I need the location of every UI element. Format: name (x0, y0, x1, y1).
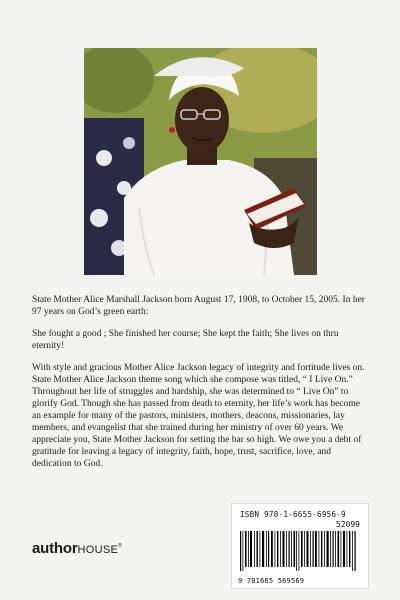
publisher-logo-author: author (32, 540, 78, 557)
publisher-logo-house: HOUSE (77, 544, 119, 556)
author-portrait-image (84, 48, 317, 275)
author-photo (84, 48, 317, 275)
back-cover-text (32, 294, 371, 480)
legacy-paragraph: With style and gracious Mother Alice Jackson legacy of integrity and fortitude lives on. State Mother Alice Jackson theme song which she compose was titled, “ I Live On.” Throughout her life of struggles and hardship, she was determined to “ Live On” to glorify God. Though she has passed from death to eternity, her life’s work has become an example for many of the pastors, ministers, mothers, deacons, missionaries, lay members, and evangelist that she trained during her ministry of over 60 years. We appreciate you, State Mother Jackson for setting the bar so high. We owe you a debt of gratitude for leaving a legacy of integrity, faith, hope, trust, sacrifice, love, and dedication to God. (32, 363, 365, 469)
publisher-logo (32, 540, 122, 557)
tribute-paragraph: She fought a good ; She finished her course; She kept the faith; She lives on thru eternity! (32, 329, 339, 351)
publisher-logo-mark: ® (118, 543, 122, 549)
isbn-label: ISBN 978-1-6655-6956-9 (240, 510, 346, 519)
barcode-bars (238, 521, 362, 573)
price-code: 52099 (335, 520, 360, 529)
isbn-barcode (231, 503, 369, 589)
barcode-number: 9 781665 569569 (238, 577, 305, 585)
bio-paragraph: State Mother Alice Marshall Jackson born August 17, 1908, to October 15, 2005. In her 97 years on God’s green earth: (32, 295, 365, 317)
